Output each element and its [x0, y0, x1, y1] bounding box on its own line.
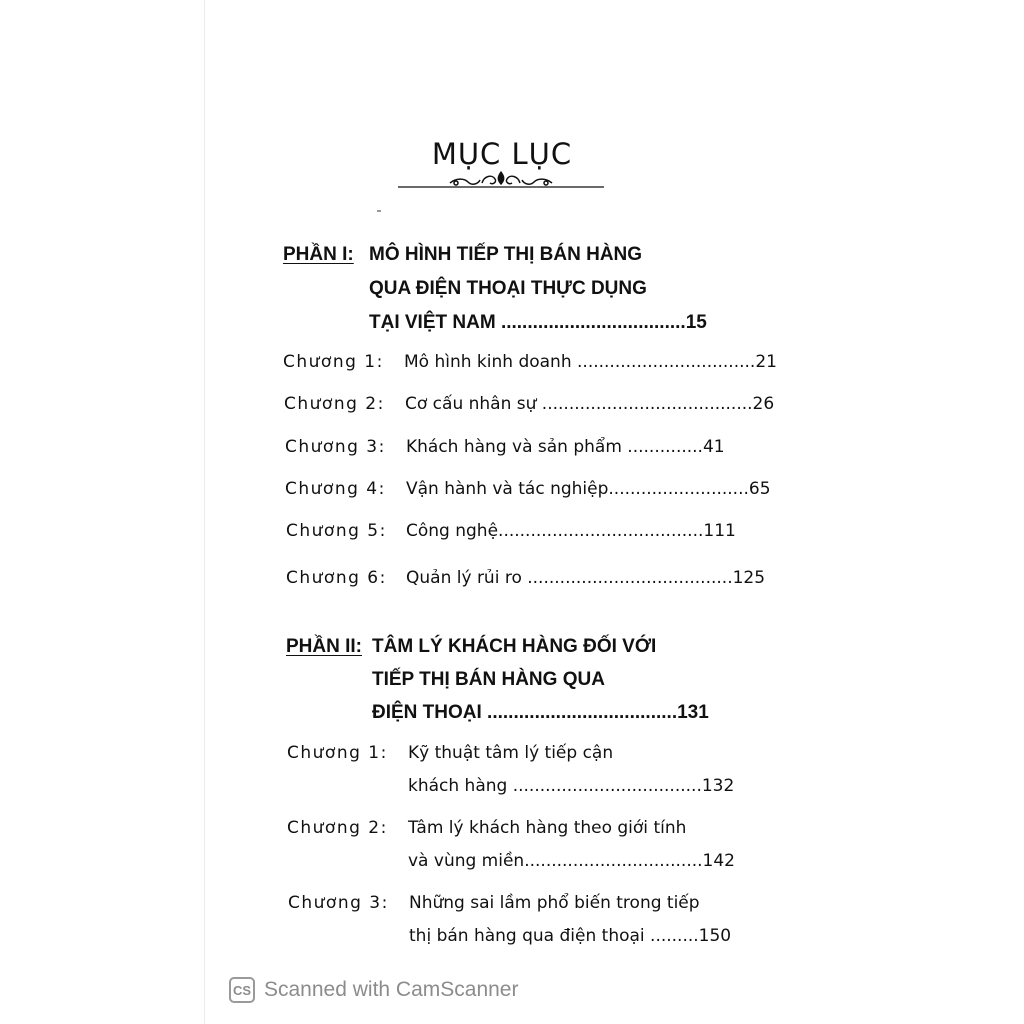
part-1-label: PHẦN I: [283, 244, 354, 265]
chapter-label: Chương 4: [285, 479, 386, 499]
chapter-title: Kỹ thuật tâm lý tiếp cận [408, 743, 614, 763]
chapter-title: khách hàng ...................................132 [408, 776, 735, 796]
chapter-title: Mô hình kinh doanh .................................21 [404, 352, 777, 372]
chapter-title: Quản lý rủi ro ......................................125 [406, 568, 766, 588]
part-2-label: PHẦN II: [286, 636, 362, 657]
part-2-title-line: TIẾP THỊ BÁN HÀNG QUA [372, 669, 605, 690]
chapter-label: Chương 5: [286, 521, 387, 541]
camscanner-watermark [229, 975, 518, 1005]
page-title: MỤC LỤC [431, 137, 573, 172]
chapter-label: Chương 2: [287, 818, 388, 838]
chapter-label: Chương 3: [285, 437, 386, 457]
chapter-label: Chương 1: [283, 352, 384, 372]
chapter-title: Cơ cấu nhân sự .......................................26 [405, 394, 775, 414]
chapter-title: Công nghệ......................................111 [406, 521, 736, 541]
chapter-title: và vùng miền.................................142 [408, 851, 735, 871]
chapter-label: Chương 3: [288, 893, 389, 913]
part-2-title-line: ĐIỆN THOẠI ....................................131 [372, 702, 709, 723]
chapter-label: Chương 1: [287, 743, 388, 763]
chapter-title: Tâm lý khách hàng theo giới tính [408, 818, 687, 838]
camscanner-logo-icon: CS [229, 977, 255, 1003]
chapter-label: Chương 2: [284, 394, 385, 414]
part-2-title-line: TÂM LÝ KHÁCH HÀNG ĐỐI VỚI [372, 636, 657, 657]
chapter-title: Những sai lầm phổ biến trong tiếp [409, 893, 700, 913]
scan-speck [377, 210, 381, 212]
chapter-title: thị bán hàng qua điện thoại .........150 [409, 926, 732, 946]
part-1-title-line: MÔ HÌNH TIẾP THỊ BÁN HÀNG [369, 244, 643, 265]
watermark-text: Scanned with CamScanner [264, 978, 519, 1001]
part-1-title-line: TẠI VIỆT NAM ...................................15 [369, 312, 707, 333]
decorative-divider-icon [398, 168, 604, 192]
chapter-title: Vận hành và tác nghiệp..........................65 [406, 479, 771, 499]
chapter-title: Khách hàng và sản phẩm ..............41 [406, 437, 725, 457]
chapter-label: Chương 6: [286, 568, 387, 588]
part-1-title-line: QUA ĐIỆN THOẠI THỰC DỤNG [369, 278, 647, 299]
